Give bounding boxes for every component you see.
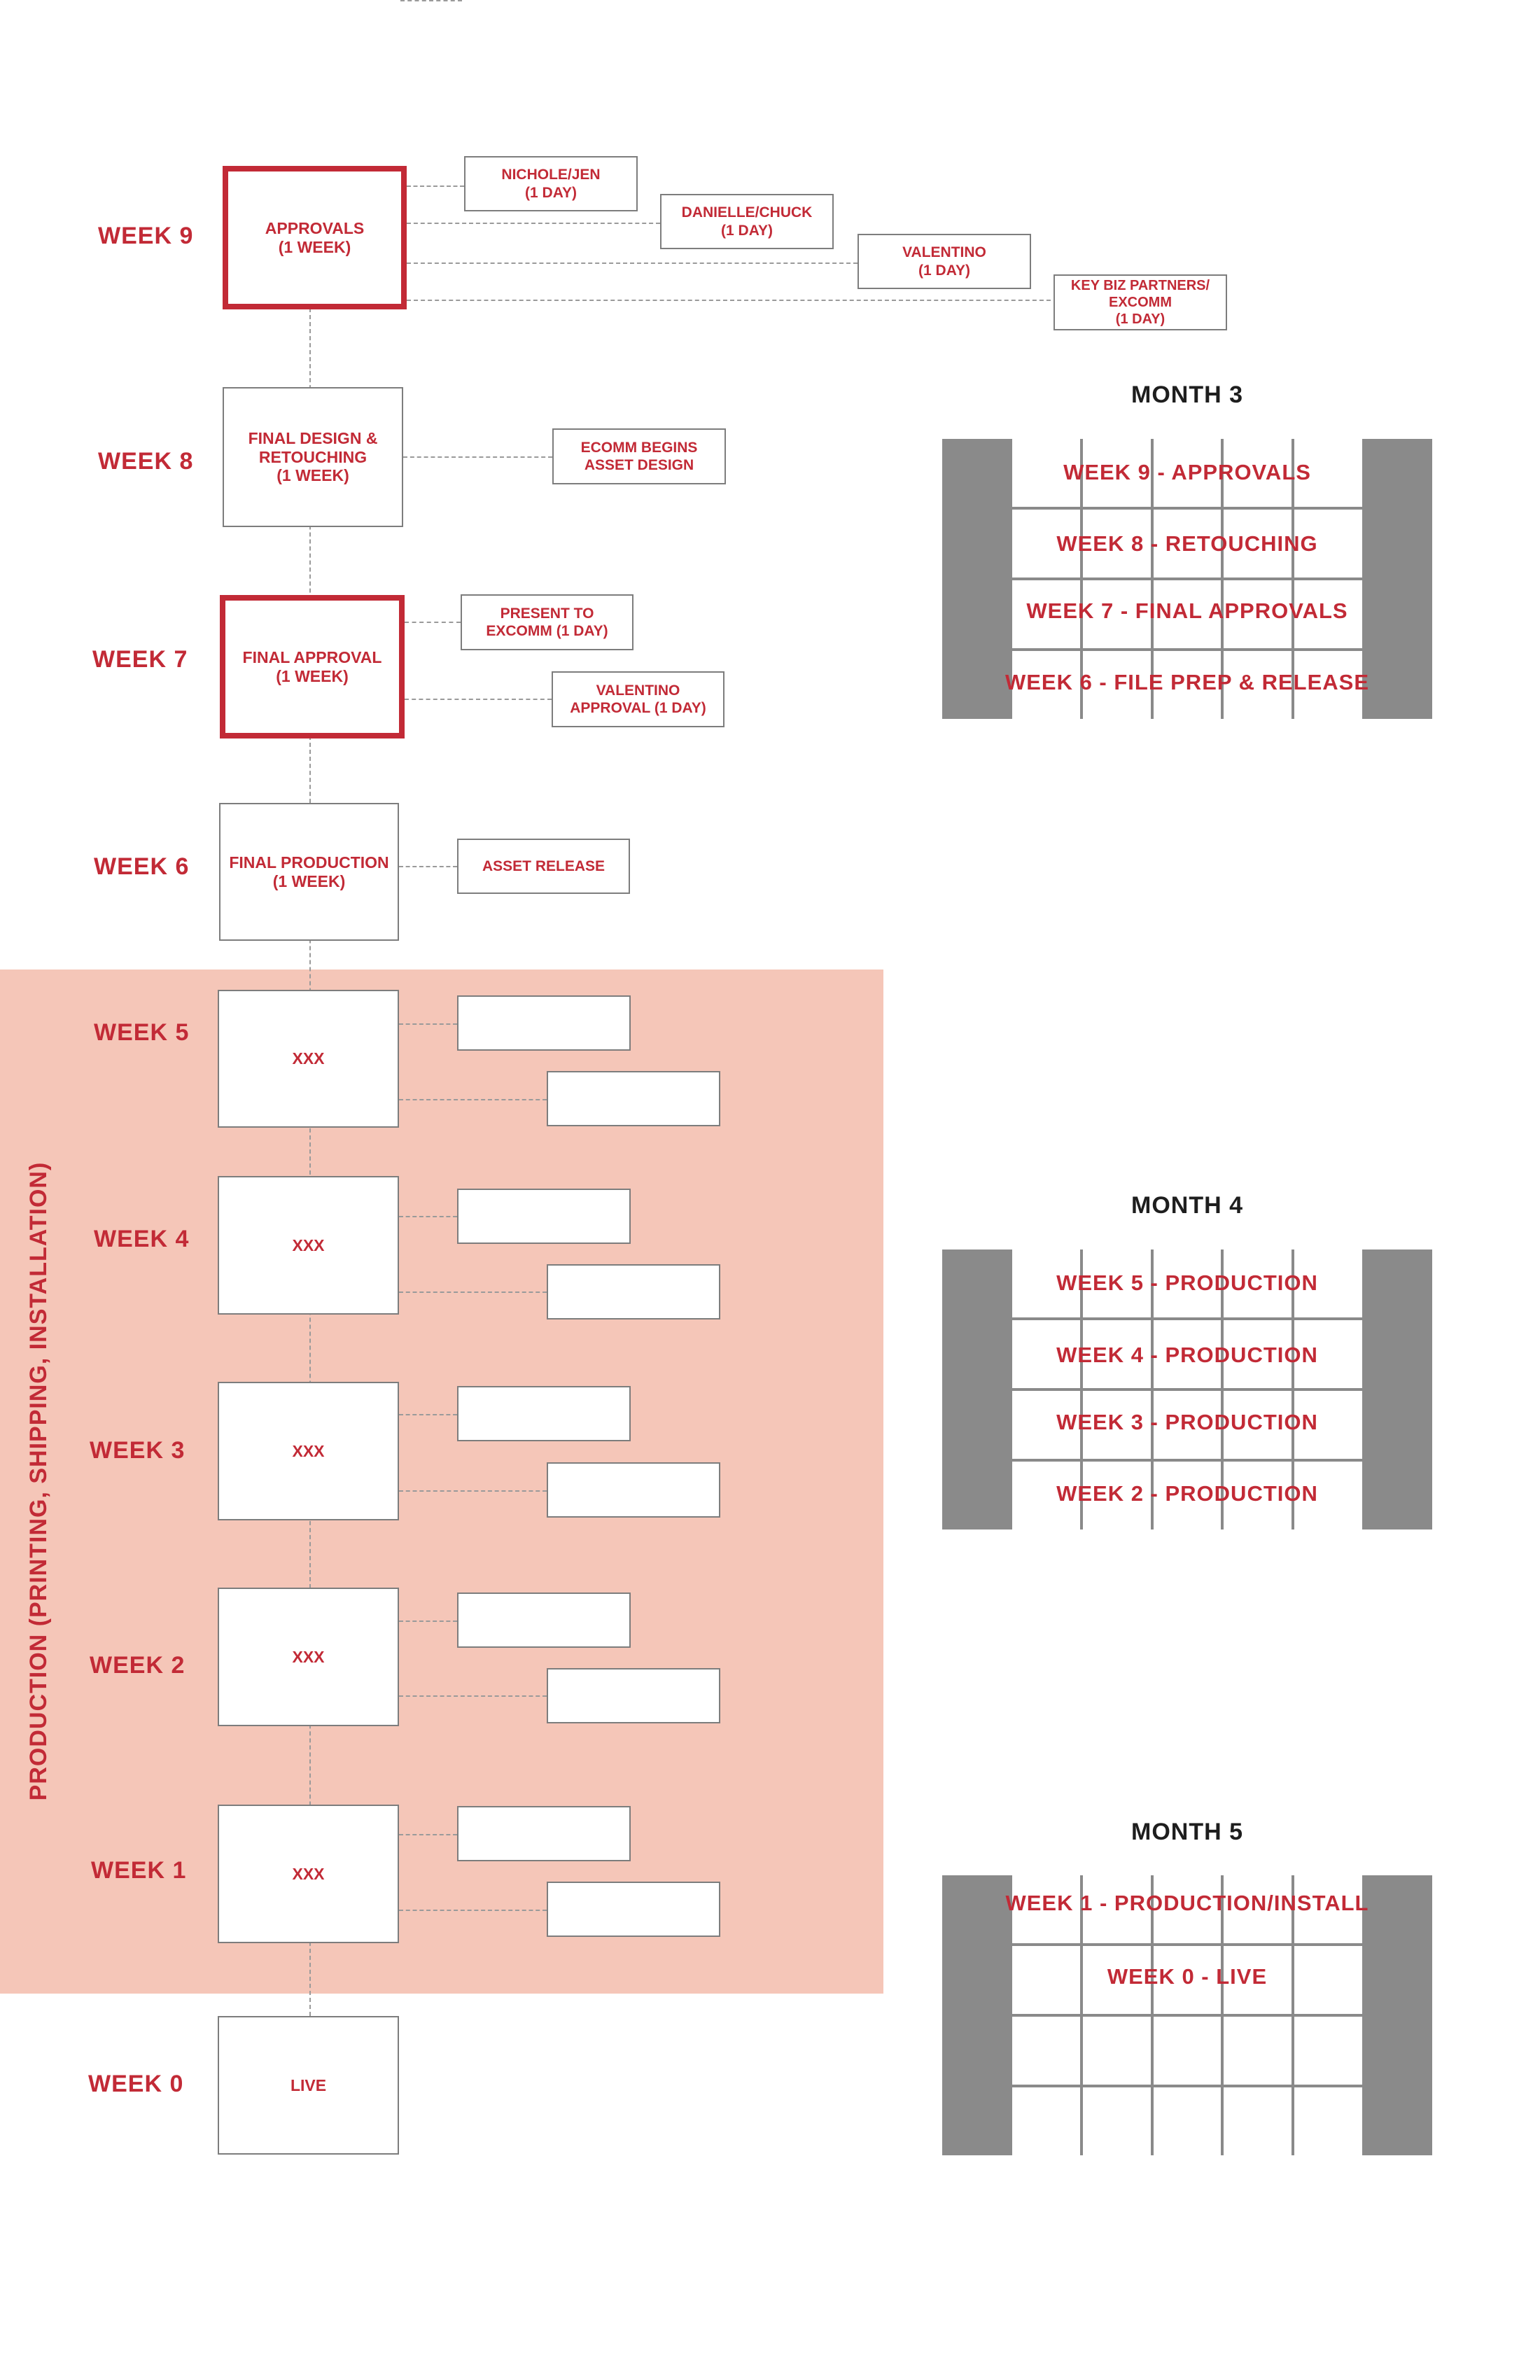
empty-sub-box [547, 1462, 720, 1518]
week-9-box: APPROVALS (1 WEEK) [223, 166, 407, 309]
connector [405, 699, 552, 700]
week-4-label: WEEK 4 [94, 1226, 190, 1252]
connector [403, 456, 552, 458]
month-5-calendar [942, 1875, 1432, 2155]
production-band-label: PRODUCTION (PRINTING, SHIPPING, INSTALLATION) [25, 1161, 52, 1801]
calendar-row-label: WEEK 5 - PRODUCTION [1056, 1270, 1318, 1295]
week-1-box: XXX [218, 1805, 399, 1943]
calendar-row-label: WEEK 7 - FINAL APPROVALS [1026, 598, 1348, 623]
calendar-row-label: WEEK 9 - APPROVALS [1063, 460, 1311, 484]
calendar-row-label: WEEK 3 - PRODUCTION [1056, 1410, 1318, 1434]
calendar-row-label: WEEK 6 - FILE PREP & RELEASE [1004, 670, 1370, 694]
empty-sub-box [457, 1592, 631, 1648]
week-8-label: WEEK 8 [98, 448, 194, 475]
sub-task-box: KEY BIZ PARTNERS/ EXCOMM (1 DAY) [1054, 274, 1227, 330]
connector [399, 1620, 457, 1622]
connector [399, 1216, 457, 1217]
connector [399, 1695, 547, 1697]
week-0-box: LIVE [218, 2016, 399, 2155]
calendar-row-label: WEEK 8 - RETOUCHING [1056, 531, 1318, 556]
calendar-row-label: WEEK 0 - LIVE [1107, 1964, 1268, 1989]
connector [399, 1414, 457, 1415]
sub-task-box: VALENTINO (1 DAY) [858, 234, 1031, 289]
empty-sub-box [547, 1264, 720, 1320]
sub-task-box: ASSET RELEASE [457, 839, 630, 894]
week-2-box: XXX [218, 1588, 399, 1726]
calendar-row-label: WEEK 4 - PRODUCTION [1056, 1343, 1318, 1367]
top-connector-stub [400, 0, 462, 1]
connector [407, 223, 660, 224]
connector [407, 186, 464, 187]
connector [399, 1490, 547, 1492]
week-5-label: WEEK 5 [94, 1019, 190, 1046]
week-1-label: WEEK 1 [91, 1857, 187, 1884]
calendar-row-label: WEEK 2 - PRODUCTION [1056, 1481, 1318, 1506]
week-0-label: WEEK 0 [88, 2071, 184, 2097]
empty-sub-box [547, 1668, 720, 1723]
calendar-row-label: WEEK 1 - PRODUCTION/INSTALL [1005, 1891, 1369, 1915]
month-4-title: MONTH 4 [1131, 1192, 1243, 1219]
connector [399, 1292, 547, 1293]
week-5-box: XXX [218, 990, 399, 1128]
connector [399, 1099, 547, 1100]
connector [399, 1834, 457, 1835]
week-8-box: FINAL DESIGN & RETOUCHING (1 WEEK) [223, 387, 403, 527]
week-9-label: WEEK 9 [98, 223, 194, 249]
connector [407, 262, 858, 264]
sub-task-box: DANIELLE/CHUCK (1 DAY) [660, 194, 834, 249]
week-6-label: WEEK 6 [94, 853, 190, 880]
week-7-label: WEEK 7 [92, 646, 188, 673]
month-3-calendar [942, 439, 1432, 719]
sub-task-box: VALENTINO APPROVAL (1 DAY) [552, 671, 724, 727]
connector [399, 1023, 457, 1025]
timeline-connector [309, 308, 311, 2016]
week-3-label: WEEK 3 [90, 1437, 186, 1464]
month-5-title: MONTH 5 [1131, 1819, 1243, 1845]
connector [399, 866, 457, 867]
connector [405, 622, 461, 623]
empty-sub-box [457, 995, 631, 1051]
week-3-box: XXX [218, 1382, 399, 1520]
empty-sub-box [457, 1386, 631, 1441]
week-2-label: WEEK 2 [90, 1652, 186, 1679]
connector [399, 1910, 547, 1911]
empty-sub-box [547, 1882, 720, 1937]
week-7-box: FINAL APPROVAL (1 WEEK) [220, 595, 405, 738]
sub-task-box: ECOMM BEGINS ASSET DESIGN [552, 428, 726, 484]
empty-sub-box [547, 1071, 720, 1126]
sub-task-box: PRESENT TO EXCOMM (1 DAY) [461, 594, 634, 650]
week-4-box: XXX [218, 1176, 399, 1315]
month-3-title: MONTH 3 [1131, 382, 1243, 408]
connector [407, 300, 1058, 301]
empty-sub-box [457, 1806, 631, 1861]
month-4-calendar [942, 1250, 1432, 1530]
production-band [0, 969, 883, 1994]
week-6-box: FINAL PRODUCTION (1 WEEK) [219, 803, 399, 941]
sub-task-box: NICHOLE/JEN (1 DAY) [464, 156, 638, 211]
empty-sub-box [457, 1189, 631, 1244]
